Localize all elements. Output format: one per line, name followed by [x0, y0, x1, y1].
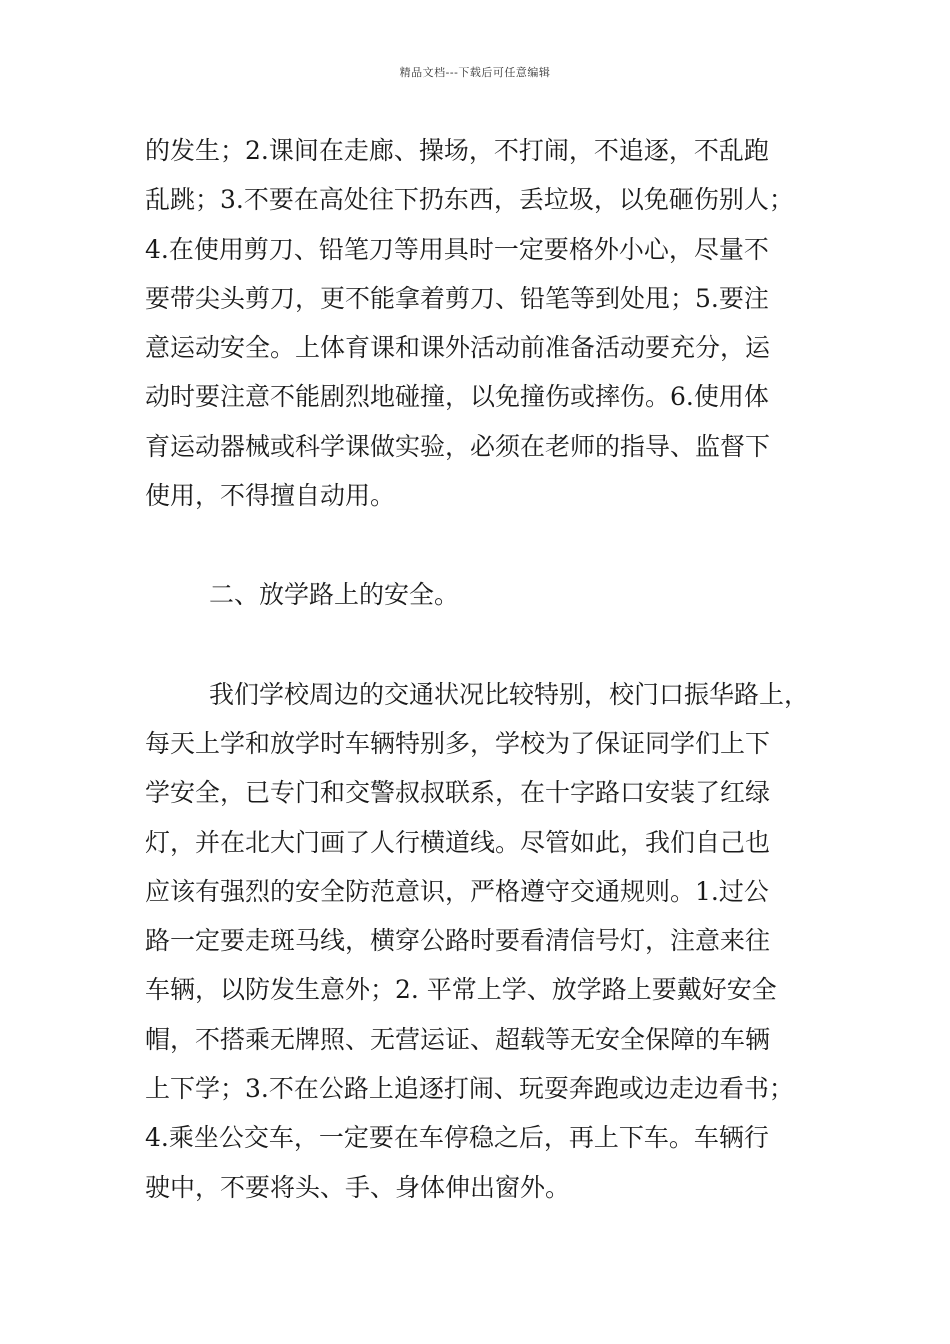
text-line: 乱跳；3.不要在高处往下扔东西，丢垃圾，以免砸伤别人； — [145, 185, 794, 215]
text-line: 育运动器械或科学课做实验，必须在老师的指导、监督下 — [145, 431, 771, 461]
text-line: 4.在使用剪刀、铅笔刀等用具时一定要格外小心，尽量不 — [145, 234, 769, 264]
text-line: 学安全，已专门和交警叔叔联系，在十字路口安装了红绿 — [145, 778, 771, 808]
document-body — [145, 126, 817, 1212]
text-line: 的发生；2.课间在走廊、操场，不打闹，不追逐，不乱跑 — [145, 136, 769, 165]
text-line: 每天上学和放学时车辆特别多，学校为了保证同学们上下 — [145, 728, 771, 758]
paragraph-school-safety — [145, 126, 817, 520]
text-line: 4.乘坐公交车，一定要在车停稳之后，再上下车。车辆行 — [145, 1123, 769, 1153]
text-line: 使用，不得擅自动用。 — [145, 481, 396, 511]
page-header: 精品文档---下载后可任意编辑 — [399, 66, 551, 79]
text-line: 帽，不搭乘无牌照、无营运证、超载等无安全保障的车辆 — [145, 1024, 771, 1054]
text-line: 灯，并在北大门画了人行横道线。尽管如此，我们自己也 — [145, 827, 771, 857]
text-line: 驶中，不要将头、手、身体伸出窗外。 — [145, 1172, 571, 1202]
text-line: 路一定要走斑马线，横穿公路时要看清信号灯，注意来往 — [145, 926, 771, 956]
paragraph-traffic-safety — [145, 670, 817, 1212]
text-line: 要带尖头剪刀，更不能拿着剪刀、铅笔等到处甩；5.要注 — [145, 283, 769, 313]
text-line: 我们学校周边的交通状况比较特别，校门口振华路上， — [209, 679, 810, 709]
text-line: 意运动安全。上体育课和课外活动前准备活动要充分，运 — [145, 333, 771, 363]
section-heading — [145, 570, 817, 619]
text-line: 动时要注意不能剧烈地碰撞，以免撞伤或摔伤。6.使用体 — [145, 382, 769, 412]
heading-line: 二、放学路上的安全。 — [209, 580, 460, 610]
text-line: 车辆，以防发生意外；2. 平常上学、放学路上要戴好安全 — [145, 975, 777, 1005]
text-line: 应该有强烈的安全防范意识，严格遵守交通规则。1.过公 — [145, 876, 769, 906]
text-line: 上下学；3.不在公路上追逐打闹、玩耍奔跑或边走边看书； — [145, 1074, 794, 1104]
